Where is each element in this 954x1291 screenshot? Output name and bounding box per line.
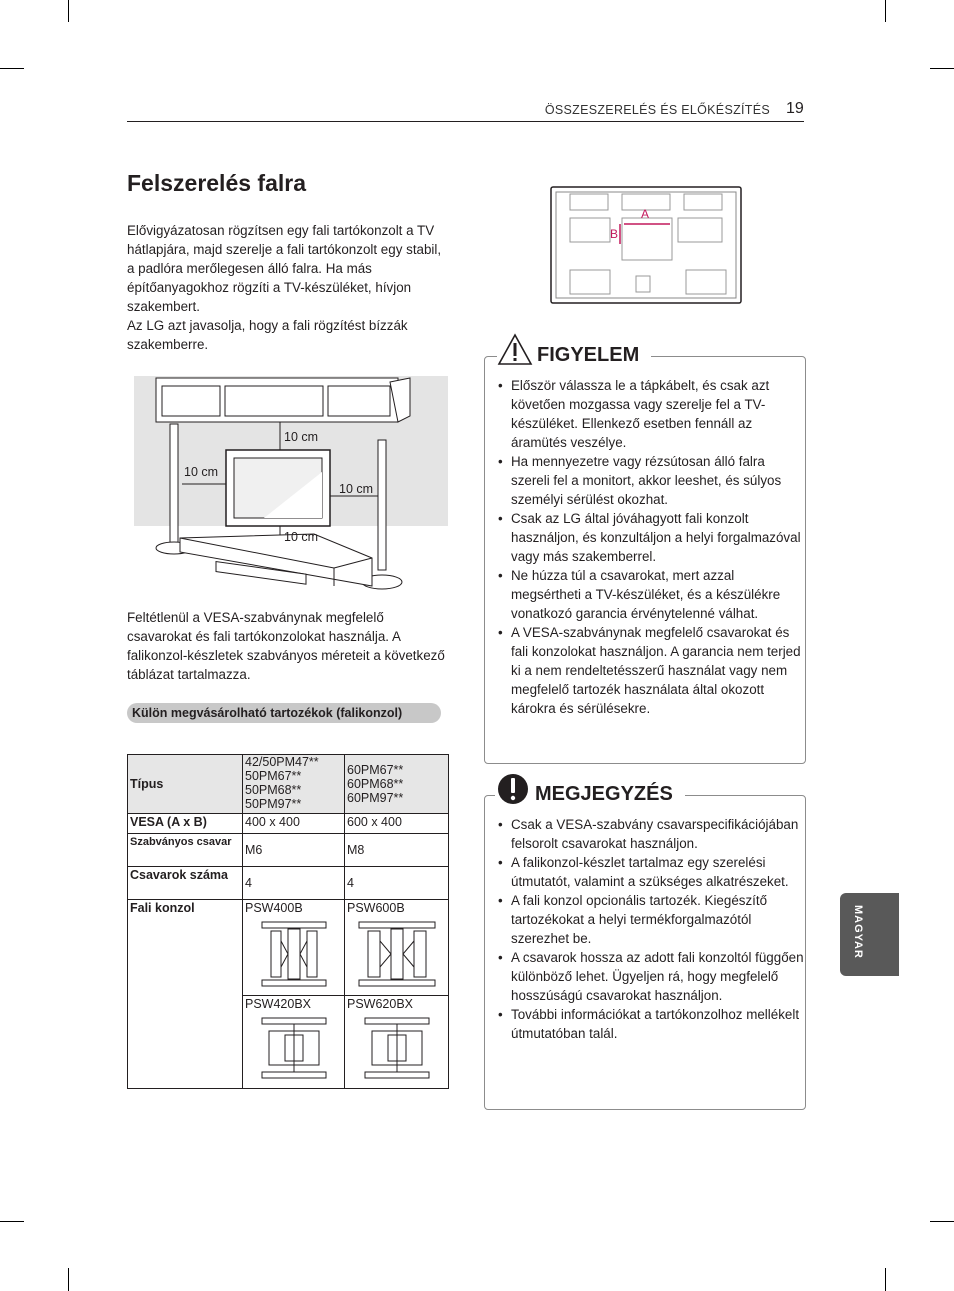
wall-bracket-icon [261,1017,327,1079]
caution-item: • A VESA-szabványnak megfelelő csavarokat és fali konzolokat használjon. A garancia nem terjed ki a nem rendeltetésszerű használat vagy nem megfelelő tartozék használata által okozott károkra és sérülésekre. [485,623,805,718]
bracket-model: PSW620BX [347,997,414,1011]
page-number: 19 [786,100,804,117]
crop-mark [0,1221,24,1222]
bracket-cell [345,900,449,996]
language-tab-label: MAGYAR [852,905,864,959]
bracket-model: PSW600B [347,901,405,915]
bracket-cell [345,996,449,1089]
tv-rear-vesa-diagram [550,186,742,304]
caution-item: • Ne húzza túl a csavarokat, mert azzal megsértheti a TV-készüléket, és a készülékre vonatkozó garancia érvénytelenné válhat. [485,566,805,623]
note-title: MEGJEGYZÉS [531,783,685,806]
vesa-cell: 600 x 400 [345,814,449,834]
header-rule [127,121,804,122]
table-row [128,755,449,814]
intro-recommendation: Az LG azt javasolja, hogy a fali rögzítést bízzák szakemberre. [127,318,408,352]
note-item: • A csavarok hossza az adott fali konzoltól függően különböző lehet. Ügyeljen rá, hogy megfelelő hosszúságú csavarokat használjon. [485,948,805,1005]
warning-triangle-icon [497,333,533,366]
table-row [128,834,449,867]
row-header-bracket: Fali konzol [128,900,243,1089]
caution-item: • Először válassza le a tápkábelt, és csak azt követően mozgassa vagy szerelje fel a TV-készüléket. Ellenkező esetben fennáll az áramütés veszélye. [485,376,805,452]
note-box [484,795,806,1110]
table-row [128,867,449,900]
caution-item: • Ha mennyezetre vagy rézsútosan álló falra szereli fel a monitort, akkor leeshet, és súlyos személyi sérülést okozhat. [485,452,805,509]
table-row [128,814,449,834]
row-header-vesa: VESA (A x B) [128,814,243,834]
vesa-cell: 400 x 400 [243,814,345,834]
bracket-cell [243,900,345,996]
clearance-right-label: 10 cm [339,482,374,496]
crop-mark [930,68,954,69]
bracket-model: PSW400B [245,901,303,915]
caution-box [484,356,806,764]
page-title: Felszerelés falra [127,170,307,196]
note-item: • A fali konzol opcionális tartozék. Kiegészítő tartozékokat a helyi termékforgalmazótól szerezhet be. [485,891,805,948]
bracket-cell [243,996,345,1089]
note-exclamation-icon [495,772,531,806]
wall-mount-clearance-illustration [134,376,448,590]
section-header: ÖSSZESZERELÉS ÉS ELŐKÉSZÍTÉS [544,103,770,117]
crop-mark [930,1221,954,1222]
clearance-top-label: 10 cm [284,430,319,444]
language-tab [840,893,899,976]
bracket-model: PSW420BX [245,997,312,1011]
wall-bracket-spec-table [127,754,449,1089]
count-cell: 4 [243,867,345,900]
caution-item-text: Csak az LG által jóváhagyott fali konzolt használjon, és konzultáljon a helyi forgalmazóval vagy más szakemberrel. [511,511,801,564]
crop-mark [68,1268,69,1291]
caution-item [485,509,805,566]
table-row [128,900,449,996]
crop-mark [68,0,69,22]
crop-mark [885,0,886,22]
note-item: • További információkat a tartókonzolhoz mellékelt útmutatóban talál. [485,1005,805,1043]
row-header-count: Csavarok száma [128,867,243,900]
row-header-screw: Szabványos csavar [128,834,243,867]
accessory-label: Külön megvásárolható tartozékok (falikonzol) [127,703,441,723]
crop-mark [0,68,24,69]
wall-bracket-icon [358,921,436,987]
clearance-left-label: 10 cm [184,465,219,479]
note-item: • Csak a VESA-szabvány csavarspecifikációjában felsorolt csavarokat használjon. [485,815,805,853]
clearance-bottom-label: 10 cm [284,530,319,544]
wall-bracket-icon [364,1017,430,1079]
intro-paragraph: Elővigyázatosan rögzítsen egy fali tartókonzolt a TV hátlapjára, majd szerelje a fali tartókonzolt egy stabil, a padlóra merőlegesen álló falra. Ha más építőanyagokhoz rögzíti a TV-készüléket, hívjon szakembert. [127,223,442,314]
crop-mark [885,1268,886,1291]
screw-cell: M6 [243,834,345,867]
vesa-width-label: A [641,207,650,221]
vesa-height-label: B [610,227,619,241]
type-cell: 60PM67** 60PM68** 60PM97** [345,755,449,814]
row-header-type: Típus [128,755,243,814]
caution-title: FIGYELEM [533,344,651,367]
screw-cell: M8 [345,834,449,867]
vesa-paragraph: Feltétlenül a VESA-szabványnak megfelelő csavarokat és fali tartókonzolokat használja. A falikonzol-készletek szabványos méreteit a következő táblázat tartalmazza. [127,610,445,682]
type-cell: 42/50PM47** 50PM67** 50PM68** 50PM97** [243,755,345,814]
wall-bracket-icon [261,921,327,987]
count-cell: 4 [345,867,449,900]
note-item: • A falikonzol-készlet tartalmaz egy szerelési útmutatót, valamint a szükséges alkatrészeket. [485,853,805,891]
